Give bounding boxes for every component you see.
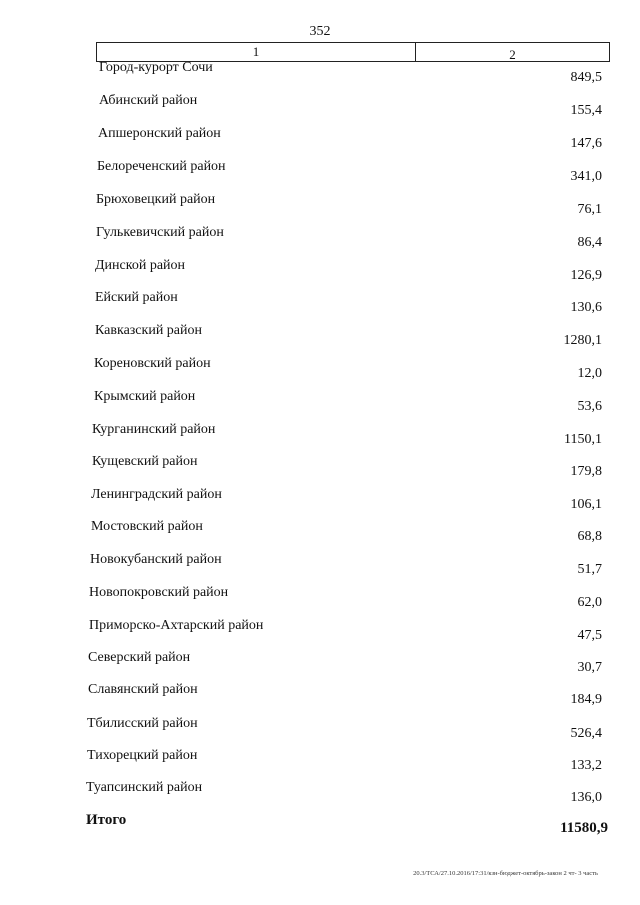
table-row [0, 389, 640, 414]
table-row [0, 552, 640, 577]
district-value: 86,4 [577, 235, 602, 250]
district-name: Кущевский район [92, 454, 198, 469]
table-row [0, 487, 640, 512]
table-row [0, 422, 640, 447]
district-value: 133,2 [570, 758, 602, 773]
table-row [0, 519, 640, 544]
district-name: Абинский район [99, 93, 198, 108]
district-value: 68,8 [577, 529, 602, 544]
table-row [0, 258, 640, 283]
table-row [0, 618, 640, 643]
district-name: Приморско-Ахтарский район [89, 618, 264, 633]
table-row [0, 323, 640, 348]
district-value: 526,4 [570, 726, 602, 741]
district-value: 1280,1 [563, 333, 602, 348]
district-name: Новопокровский район [89, 585, 229, 600]
table-row [0, 780, 640, 805]
table-row [0, 454, 640, 479]
district-value: 53,6 [577, 399, 602, 414]
footer-filename: 20.3/ТСА/27.10.2016/17:31/кзн-бюджет-октябрь-закон 2 чт- 3 часть [413, 870, 598, 877]
table-row [0, 650, 640, 675]
table-row [0, 585, 640, 610]
district-name: Кавказский район [95, 323, 203, 338]
district-name: Апшеронский район [98, 126, 221, 141]
district-name: Динской район [95, 258, 186, 273]
district-value: 47,5 [577, 628, 602, 643]
district-value: 849,5 [570, 70, 602, 85]
district-name: Северский район [88, 650, 191, 665]
district-value: 106,1 [570, 497, 602, 512]
total-label: Итого [86, 812, 127, 828]
column-header [96, 42, 610, 62]
district-name: Ейский район [95, 290, 178, 305]
district-value: 126,9 [570, 268, 602, 283]
table-row [0, 716, 640, 741]
district-name: Тихорецкий район [87, 748, 198, 763]
district-value: 130,6 [570, 300, 602, 315]
district-name: Крымский район [94, 389, 196, 404]
district-value: 147,6 [570, 136, 602, 151]
district-name: Курганинский район [92, 422, 216, 437]
table-row [0, 225, 640, 250]
table-row [0, 192, 640, 217]
district-value: 184,9 [570, 692, 602, 707]
table-row [0, 748, 640, 773]
total-value: 11580,9 [560, 820, 608, 836]
district-value: 62,0 [577, 595, 602, 610]
district-name: Славянский район [88, 682, 198, 697]
district-name: Город-курорт Сочи [99, 60, 213, 75]
table-row [0, 126, 640, 151]
district-value: 341,0 [570, 169, 602, 184]
district-value: 12,0 [577, 366, 602, 381]
district-name: Туапсинский район [86, 780, 203, 795]
district-name: Мостовский район [91, 519, 203, 534]
district-value: 76,1 [577, 202, 602, 217]
total-row [0, 812, 640, 836]
district-value: 30,7 [577, 660, 602, 675]
table-row [0, 682, 640, 707]
table-row [0, 159, 640, 184]
district-name: Брюховецкий район [96, 192, 216, 207]
column-header-2: 2 [509, 47, 516, 62]
table-row [0, 356, 640, 381]
table-row [0, 60, 640, 85]
district-value: 1150,1 [564, 432, 602, 447]
district-value: 51,7 [577, 562, 602, 577]
page-number: 352 [309, 24, 331, 39]
district-value: 136,0 [570, 790, 602, 805]
district-name: Кореновский район [94, 356, 211, 371]
district-name: Белореченский район [97, 159, 226, 174]
district-name: Ленинградский район [91, 487, 222, 502]
district-name: Тбилисский район [87, 716, 198, 731]
district-value: 155,4 [570, 103, 602, 118]
table-row [0, 93, 640, 118]
table-row [0, 290, 640, 315]
district-name: Новокубанский район [90, 552, 222, 567]
district-value: 179,8 [570, 464, 602, 479]
district-name: Гулькевичский район [96, 225, 224, 240]
column-header-1: 1 [97, 43, 416, 61]
